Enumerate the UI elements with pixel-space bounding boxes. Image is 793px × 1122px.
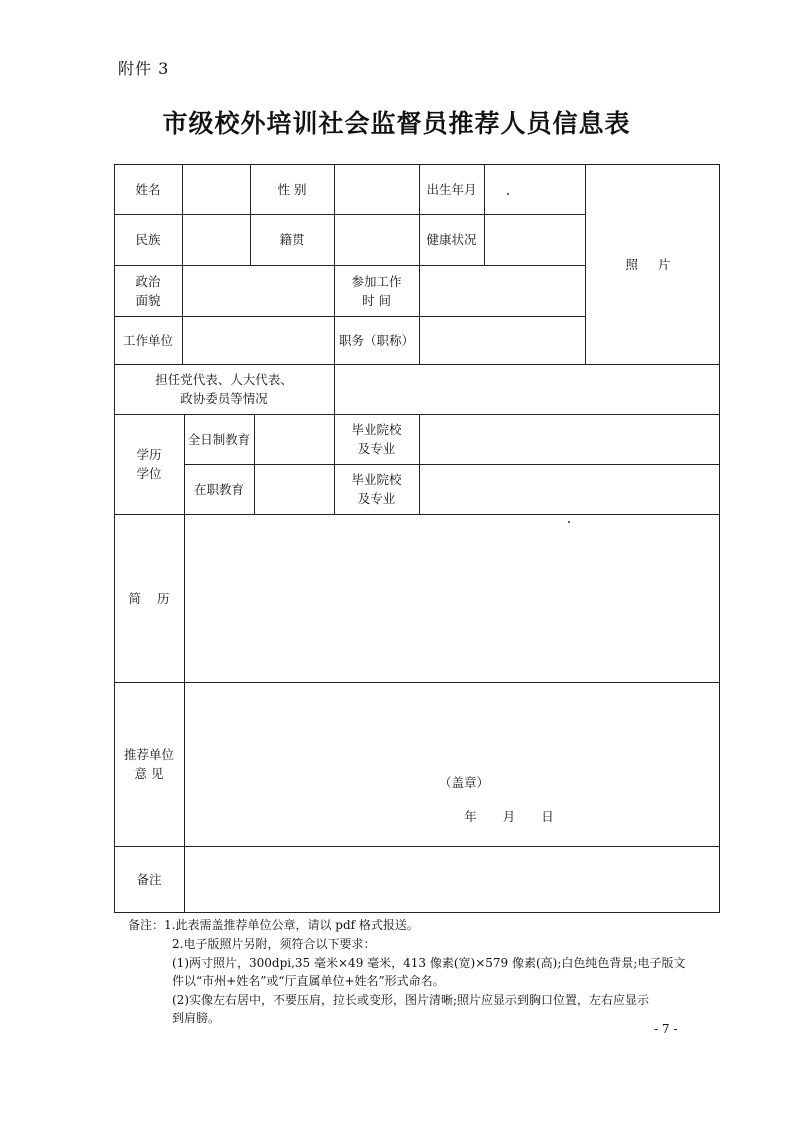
scan-speck [568,521,570,523]
note-line: 备注：1.此表需盖推荐单位公章，请以 pdf 格式报送。 [128,918,419,932]
scan-speck [507,193,509,195]
employer-field[interactable] [182,316,334,364]
roles-field[interactable] [334,364,719,414]
native-place-field[interactable] [334,214,419,265]
birth-field[interactable] [484,164,585,214]
info-form-table [114,164,720,912]
inservice-school-field[interactable] [419,464,719,514]
fulltime-school-field[interactable] [419,414,719,464]
inservice-school-label: 毕业院校 及专业 [351,472,402,506]
note-line: 2.电子版照片另附，须符合以下要求： [172,937,376,951]
fulltime-school-label: 毕业院校 及专业 [351,422,402,456]
employer-label: 工作单位 [122,332,173,348]
position-field[interactable] [419,316,585,364]
ethnicity-field[interactable] [182,214,250,265]
date-label: 年 月 日 [464,808,554,824]
inservice-field[interactable] [254,464,334,514]
grid-line [719,164,720,913]
inservice-label: 在职教育 [193,481,244,497]
fulltime-label: 全日制教育 [187,431,251,447]
resume-field[interactable] [184,514,719,682]
attachment-label: 附件 3 [118,59,170,78]
birth-label: 出生年月 [426,181,477,197]
work-start-field[interactable] [419,265,585,316]
fulltime-field[interactable] [254,414,334,464]
name-label: 姓名 [135,181,161,197]
recommend-label: 推荐单位 意 见 [123,747,174,781]
form-title: 市级校外培训社会监督员推荐人员信息表 [162,109,631,138]
note-line: 到肩膀。 [172,1011,221,1025]
remarks-label: 备注 [136,871,162,887]
native-place-label: 籍贯 [279,232,305,247]
roles-label: 担任党代表、人大代表、 政协委员等情况 [155,372,293,406]
health-label: 健康状况 [426,232,477,247]
note-line: (2)实像左右居中，不要压肩，拉长或变形，图片清晰;照片应显示到胸口位置，左右应显示 [172,993,650,1007]
photo-box[interactable]: 照 片 [625,256,679,272]
page-number: - 7 - [654,1022,678,1036]
resume-label: 简 历 [128,590,170,606]
political-field[interactable] [182,265,334,316]
position-label: 职务（职称） [338,332,414,348]
remarks-field[interactable] [184,846,719,912]
health-field[interactable] [484,214,585,265]
gender-label: 性 别 [277,181,307,197]
grid-line [114,912,720,913]
gender-field[interactable] [334,164,419,214]
political-label: 政治 面貌 [135,273,161,308]
ethnicity-label: 民族 [135,232,161,247]
note-line: 件以“市州+姓名”或“厅直属单位+姓名”形式命名。 [172,974,445,988]
note-line: (1)两寸照片，300dpi,35 毫米×49 毫米，413 像素(宽)×579 像素(高);白色纯色背景;电子版文 [172,956,686,970]
education-label: 学历 学位 [136,447,162,481]
seal-label: （盖章） [438,774,489,790]
name-field[interactable] [182,164,250,214]
work-start-label: 参加工作 时 间 [351,273,402,308]
